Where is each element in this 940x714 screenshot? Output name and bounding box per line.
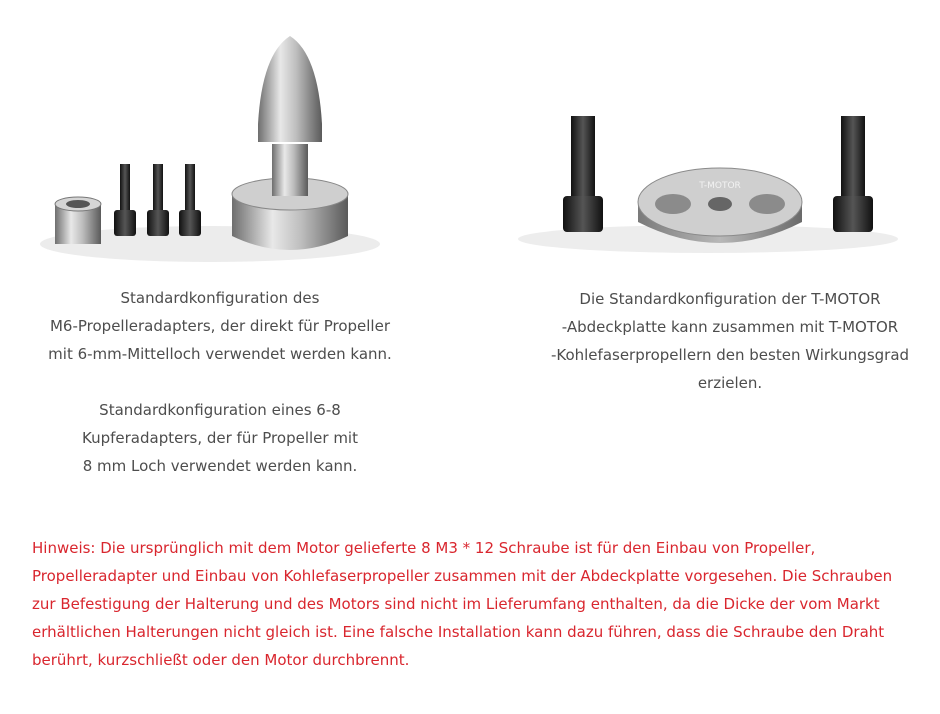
caption-cover-plate [520,285,940,397]
propeller-adapter-photo [10,14,400,278]
caption-line: mit 6-mm-Mittelloch verwendet werden kann. [48,345,392,363]
caption-copper-adapter [20,396,420,480]
caption-line: Standardkonfiguration eines 6-8 [99,401,341,419]
plate-engraving: T-MOTOR [699,181,741,191]
caption-line: 8 mm Loch verwendet werden kann. [82,457,358,475]
cover-plate-photo [508,64,908,264]
note-line: Propelleradapter und Einbau von Kohlefaserpropeller zusammen mit der Abdeckplatte vorgesehen. Die Schrauben [32,567,893,585]
cover-plate [638,168,802,243]
caption-line: M6-Propelleradapters, der direkt für Propeller [49,317,390,335]
caption-line: Die Standardkonfiguration der T-MOTOR [579,290,881,308]
caption-line: -Kohlefaserpropellern den besten Wirkungsgrad [550,346,910,364]
note-line: berührt, kurzschließt oder den Motor durchbrennt. [32,651,410,669]
caption-line: Standardkonfiguration des [120,289,320,307]
installation-note [32,534,912,674]
spacer-sleeve [55,197,101,244]
caption-line: -Abdeckplatte kann zusammen mit T-MOTOR [561,318,899,336]
note-line: Hinweis: Die ursprünglich mit dem Motor gelieferte 8 M3 * 12 Schraube ist für den Einbau von Propeller, [32,539,816,557]
caption-line: erzielen. [697,374,763,392]
caption-line: Kupferadapters, der für Propeller mit [82,429,358,447]
note-line: erhältlichen Halterungen nicht gleich ist. Eine falsche Installation kann dazu führen, dass die Schraube den Draht [32,623,885,641]
caption-m6-adapter [20,284,420,368]
note-line: zur Befestigung der Halterung und des Motors sind nicht im Lieferumfang enthalten, da die Dicke der vom Markt [32,595,880,613]
